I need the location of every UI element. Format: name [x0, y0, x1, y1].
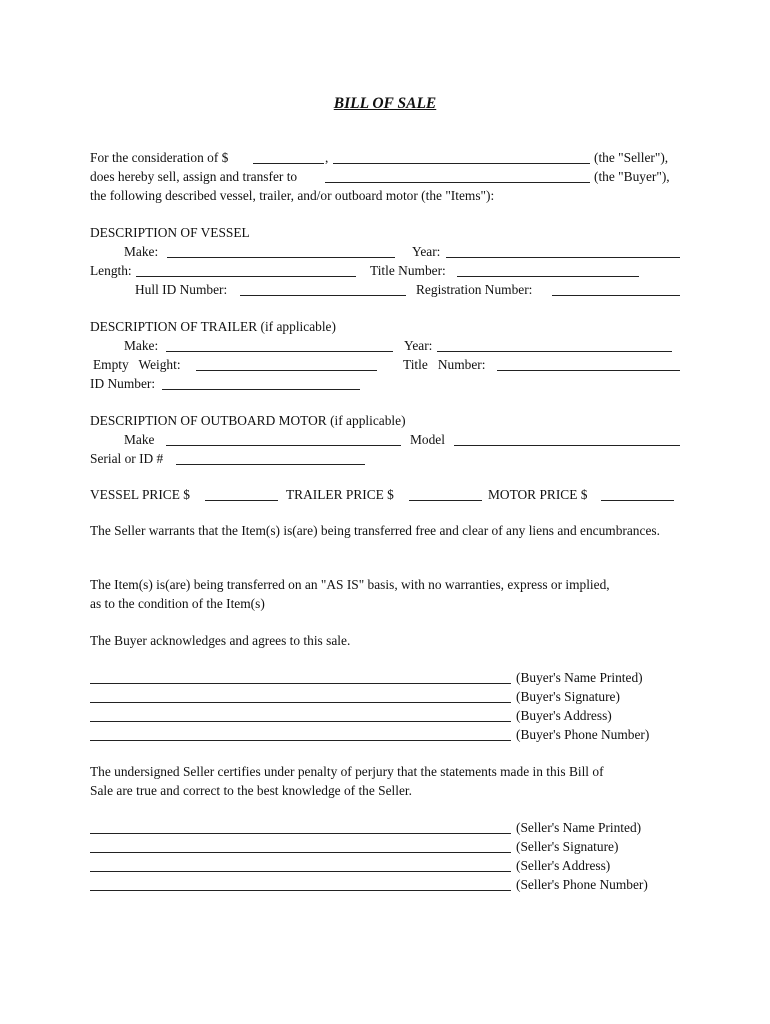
- trailer-year-blank[interactable]: [437, 351, 672, 352]
- motor-make-label: Make: [124, 432, 155, 447]
- buyer-acknowledgement: The Buyer acknowledges and agrees to this sale.: [90, 633, 351, 648]
- buyer-address-line[interactable]: [90, 721, 511, 722]
- motor-price-blank[interactable]: [601, 500, 674, 501]
- buyer-name-line[interactable]: [90, 683, 511, 684]
- vessel-make-blank[interactable]: [167, 257, 395, 258]
- document-title: BILL OF SALE: [333, 95, 437, 112]
- vessel-length-label: Length:: [90, 263, 132, 278]
- empty-weight-blank[interactable]: [196, 370, 377, 371]
- motor-price-label: MOTOR PRICE $: [488, 487, 588, 502]
- trailer-year-label: Year:: [404, 338, 433, 353]
- consideration-comma: ,: [325, 150, 329, 165]
- consideration-label: For the consideration of $: [90, 150, 229, 165]
- vessel-year-blank[interactable]: [446, 257, 680, 258]
- consideration-amount-blank[interactable]: [253, 163, 324, 164]
- trailer-heading: DESCRIPTION OF TRAILER (if applicable): [90, 319, 336, 334]
- vessel-price-label: VESSEL PRICE $: [90, 487, 190, 502]
- transfer-label: does hereby sell, assign and transfer to: [90, 169, 298, 184]
- vessel-year-label: Year:: [412, 244, 441, 259]
- as-is-clause-line1: The Item(s) is(are) being transferred on an "AS IS" basis, with no warranties, express or implied,: [90, 577, 610, 592]
- vessel-title-number-blank[interactable]: [457, 276, 639, 277]
- seller-phone-caption: (Seller's Phone Number): [516, 877, 648, 892]
- buyer-signature-line[interactable]: [90, 702, 511, 703]
- motor-make-blank[interactable]: [166, 445, 401, 446]
- seller-phone-line[interactable]: [90, 890, 511, 891]
- buyer-phone-line[interactable]: [90, 740, 511, 741]
- trailer-title-number-label: Title Number:: [403, 357, 486, 372]
- buyer-phone-caption: (Buyer's Phone Number): [516, 727, 650, 742]
- as-is-clause-line2: as to the condition of the Item(s): [90, 596, 265, 611]
- motor-serial-label: Serial or ID #: [90, 451, 164, 466]
- seller-name-blank[interactable]: [333, 163, 590, 164]
- buyer-designation: (the "Buyer"),: [594, 169, 670, 184]
- buyer-name-caption: (Buyer's Name Printed): [516, 670, 643, 685]
- items-description: the following described vessel, trailer, and/or outboard motor (the "Items"):: [90, 188, 495, 203]
- registration-number-label: Registration Number:: [416, 282, 533, 297]
- vessel-length-blank[interactable]: [136, 276, 356, 277]
- seller-address-caption: (Seller's Address): [516, 858, 611, 873]
- vessel-title-number-label: Title Number:: [370, 263, 446, 278]
- buyer-name-blank[interactable]: [325, 182, 590, 183]
- trailer-id-blank[interactable]: [162, 389, 360, 390]
- buyer-address-caption: (Buyer's Address): [516, 708, 612, 723]
- seller-signature-line[interactable]: [90, 852, 511, 853]
- motor-model-blank[interactable]: [454, 445, 680, 446]
- trailer-make-blank[interactable]: [166, 351, 393, 352]
- vessel-make-label: Make:: [124, 244, 159, 259]
- motor-serial-blank[interactable]: [176, 464, 365, 465]
- empty-weight-label: Empty Weight:: [93, 357, 181, 372]
- warranty-clause: The Seller warrants that the Item(s) is(are) being transferred free and clear of any liens and encumbrances.: [90, 523, 660, 538]
- trailer-price-label: TRAILER PRICE $: [286, 487, 394, 502]
- seller-name-line[interactable]: [90, 833, 511, 834]
- trailer-price-blank[interactable]: [409, 500, 482, 501]
- hull-id-label: Hull ID Number:: [135, 282, 228, 297]
- seller-name-caption: (Seller's Name Printed): [516, 820, 642, 835]
- seller-designation: (the "Seller"),: [594, 150, 669, 165]
- trailer-id-label: ID Number:: [90, 376, 156, 391]
- vessel-price-blank[interactable]: [205, 500, 278, 501]
- seller-certification-line2: Sale are true and correct to the best knowledge of the Seller.: [90, 783, 412, 798]
- buyer-signature-caption: (Buyer's Signature): [516, 689, 620, 704]
- registration-number-blank[interactable]: [552, 295, 680, 296]
- trailer-title-number-blank[interactable]: [497, 370, 680, 371]
- seller-signature-caption: (Seller's Signature): [516, 839, 619, 854]
- motor-heading: DESCRIPTION OF OUTBOARD MOTOR (if applicable): [90, 413, 406, 428]
- motor-model-label: Model: [410, 432, 445, 447]
- seller-address-line[interactable]: [90, 871, 511, 872]
- seller-certification-line1: The undersigned Seller certifies under penalty of perjury that the statements made in this Bill of: [90, 764, 604, 779]
- hull-id-blank[interactable]: [240, 295, 406, 296]
- vessel-heading: DESCRIPTION OF VESSEL: [90, 225, 250, 240]
- trailer-make-label: Make:: [124, 338, 159, 353]
